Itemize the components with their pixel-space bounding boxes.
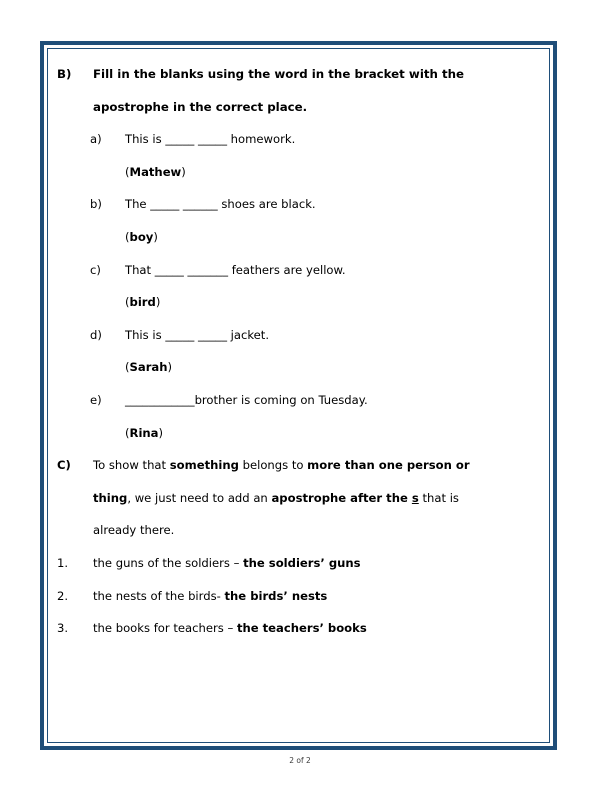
example-text-1 [93, 547, 537, 580]
item-marker-b: b) [90, 197, 102, 212]
question-item-b [57, 188, 537, 221]
bracket-open-b: ( [125, 229, 130, 244]
bracket-hint-b [57, 221, 537, 254]
c-part-4: that is already there. [93, 490, 459, 538]
item-c-blank-2: _______ [187, 262, 229, 277]
item-marker-e: e) [90, 392, 102, 407]
c-bold-more-than-one: more than one person or thing [93, 458, 470, 505]
section-marker-c: C) [57, 458, 71, 473]
item-b-text-before: The [125, 197, 151, 212]
example-1-bold: the soldiers’ guns [243, 555, 361, 570]
c-part-1: To show that [93, 458, 170, 473]
bracket-hint-d [57, 351, 537, 384]
item-a-blank-1: _____ [165, 132, 195, 147]
bracket-close-b: ) [153, 229, 158, 244]
bracket-word-e: Rina [129, 425, 159, 440]
bracket-word-d: Sarah [129, 360, 168, 375]
example-2-plain: the nests of the birds- [93, 588, 225, 603]
example-item-1 [57, 547, 537, 580]
bracket-close-e: ) [158, 425, 164, 440]
question-item-a [57, 123, 537, 156]
question-item-d [57, 319, 537, 352]
example-text-3 [93, 612, 537, 645]
example-marker-2: 2. [57, 588, 69, 603]
bracket-hint-c [57, 286, 537, 319]
bracket-close-d: ) [167, 360, 173, 375]
bracket-open-e: ( [125, 425, 130, 440]
page-footer: 2 of 2 [289, 756, 311, 765]
section-heading-text-b: Fill in the blanks using the word in the bracket with the apostrophe in the correct place. [93, 67, 465, 114]
question-item-e [57, 384, 537, 417]
item-text-c [125, 254, 537, 287]
example-text-2 [93, 580, 537, 613]
section-heading-b [57, 58, 537, 123]
item-b-text-after: shoes are black. [217, 197, 316, 212]
bracket-open-c: ( [125, 295, 130, 310]
item-text-a [125, 123, 537, 156]
item-a-text-after: homework. [226, 132, 296, 147]
page-border-inner [47, 48, 550, 743]
question-item-c [57, 254, 537, 287]
example-3-bold: the teachers’ books [236, 621, 367, 636]
example-marker-3: 3. [57, 621, 69, 636]
item-d-blank-1: _____ [165, 327, 195, 342]
bracket-close-a: ) [181, 164, 186, 179]
item-e-text-after: brother is coming on Tuesday. [194, 392, 368, 407]
c-bold-underline-s: s [411, 490, 419, 505]
document-content [48, 49, 549, 645]
example-item-3 [57, 612, 537, 645]
bracket-word-b: boy [129, 229, 154, 244]
example-2-bold: the birds’ nests [224, 588, 328, 603]
item-a-blank-2: _____ [198, 132, 227, 147]
item-a-text-before: This is [125, 132, 166, 147]
item-marker-c: c) [90, 262, 101, 277]
bracket-word-c: bird [129, 295, 156, 310]
item-c-blank-1: _____ [154, 262, 184, 277]
bracket-close-c: ) [155, 295, 161, 310]
item-c-text-before: That [125, 262, 155, 277]
bracket-open-d: ( [125, 360, 130, 375]
section-paragraph-text-c [93, 449, 505, 547]
item-d-blank-2: _____ [198, 327, 227, 342]
example-marker-1: 1. [57, 555, 69, 570]
item-d-text-after: jacket. [226, 327, 270, 342]
item-marker-a: a) [90, 132, 102, 147]
item-text-b [125, 188, 537, 221]
item-b-blank-1: _____ [150, 197, 180, 212]
section-marker-b: B) [57, 67, 72, 81]
item-b-blank-2: ______ [182, 197, 218, 212]
item-text-d [125, 319, 537, 352]
c-bold-apostrophe-after: apostrophe after the [271, 490, 412, 505]
c-part-2: belongs to [238, 458, 308, 473]
c-bold-something: something [169, 458, 239, 473]
item-d-text-before: This is [125, 327, 166, 342]
bracket-word-a: Mathew [129, 164, 182, 179]
page-border-frame [40, 41, 557, 750]
bracket-hint-a [57, 156, 537, 189]
item-e-blank-1: ____________ [125, 392, 195, 407]
item-c-text-after: feathers are yellow. [228, 262, 346, 277]
bracket-open-a: ( [125, 164, 130, 179]
item-marker-d: d) [90, 327, 102, 342]
item-text-e [125, 384, 537, 417]
c-part-3: , we just need to add an [127, 490, 272, 505]
example-item-2 [57, 580, 537, 613]
example-3-plain: the books for teachers – [93, 621, 237, 636]
bracket-hint-e [57, 417, 537, 450]
section-paragraph-c [57, 449, 537, 547]
example-1-plain: the guns of the soldiers – [93, 555, 244, 570]
